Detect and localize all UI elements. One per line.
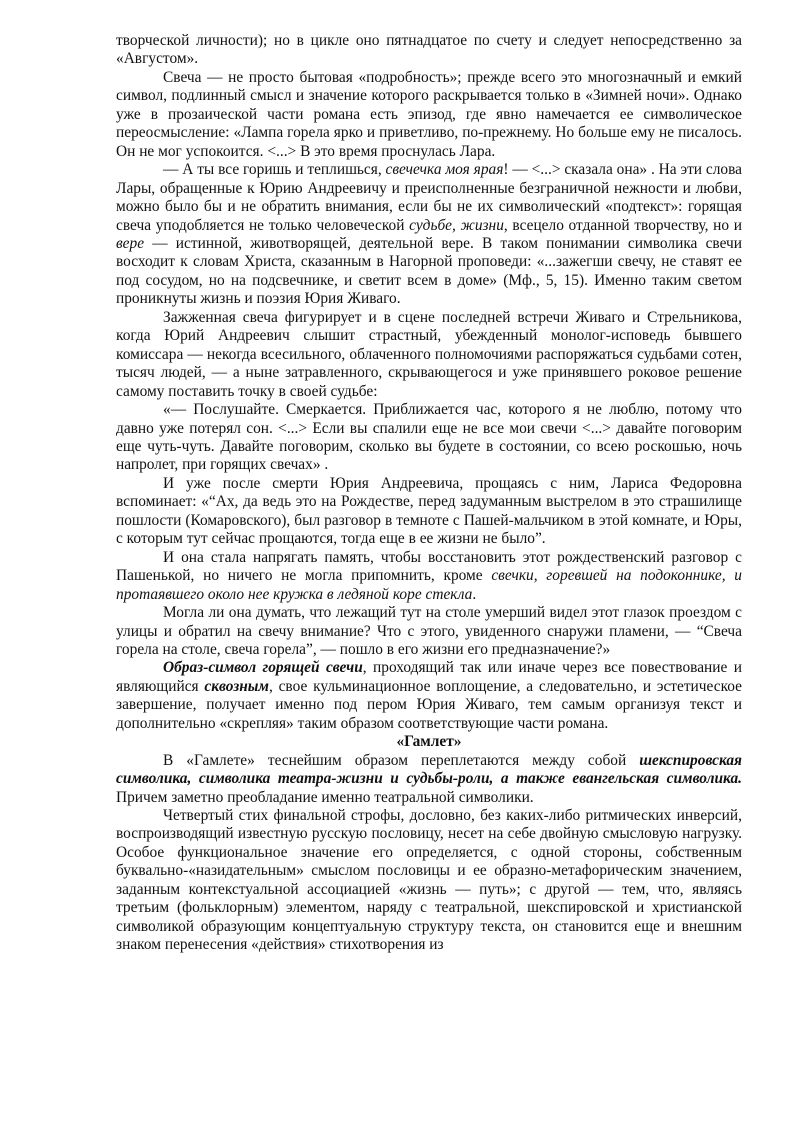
text-run: , всецело отданной творчеству, но и: [503, 216, 742, 234]
section-heading: «Гамлет»: [396, 733, 462, 751]
emphasis-text: шекспировская символика, символика театра-жизни и судьбы-роли, а также евангельская символика.: [116, 751, 742, 788]
paragraph: [116, 309, 742, 401]
text-run: , свое кульминационное воплощение, а следовательно, и эстетическое завершение, получает именно под пером Юрия Живаго, тем самым организуя текст и дополнительно «скрепляя» таким образом соответствующие части романа.: [116, 677, 742, 732]
text-run: В «Гамлете» теснейшим образом переплетаются между собой: [163, 751, 640, 769]
text-run: Причем заметно преобладание именно театральной символики.: [116, 788, 534, 806]
paragraph: [116, 659, 742, 733]
text-run: Свеча — не просто бытовая «подробность»; прежде всего это многозначный и емкий символ, подлинный смысл и значение которого раскрывается только в «Зимней ночи». Однако уже в прозаической части романа есть эпизод, где явно намечается ее символическое переосмысление: «Лампа горела ярко и приветливо, по-прежнему. Но больше ему не писалось. Он не мог успокоится. <...> В это время проснулась Лара.: [116, 68, 742, 160]
text-run: — А ты все горишь и теплишься,: [163, 161, 386, 179]
text-run: .: [472, 585, 477, 603]
body-part-1: [116, 32, 742, 733]
emphasis-text: свечечка моя яр: [385, 161, 489, 179]
document-page: [116, 32, 742, 955]
emphasis-text: вере: [116, 234, 145, 252]
emphasis-text: судьбе, жизни: [409, 216, 504, 234]
paragraph: [116, 69, 742, 161]
text-run: , проходящий так или иначе через все повествование и являющийся: [116, 659, 742, 695]
paragraph: [116, 401, 742, 475]
paragraph: [116, 549, 742, 604]
text-run: И уже после смерти Юрия Андреевича, прощаясь с ним, Лариса Федоровна вспоминает: «“Ах, да ведь это на Рождестве, перед задуманным выстрелом в это страшилище пошлости (Комаровского), был разговор в темноте с Пашей-мальчиком в этой комнате, и Юры, с которым тут сейчас прощаются, тогда еще в ее жизни не было”.: [116, 474, 742, 548]
text-run: Могла ли она думать, что лежащий тут на столе умерший видел этот глазок проездом с улицы и обратил на свечу внимание? Что с этого, увиденного снаружи пламени, — “Свеча горела на столе, свеча горела”, — пошло в его жизни его предназначение?»: [116, 604, 742, 658]
text-run: — истинной, животворящей, деятельной вере. В таком понимании символика свечи восходит к словам Христа, сказанным в Нагорной проповеди: «...зажегши свечу, не ставят ее под сосудом, но на подсвечнике, и светит всем в доме» (Мф., 5, 15). Именно таким светом проникнуты жизнь и поэзия Юрия Живаго.: [116, 234, 742, 308]
paragraph: [116, 807, 742, 955]
emphasis-text: ая: [488, 161, 504, 179]
paragraph: [116, 752, 742, 807]
paragraph: [116, 604, 742, 659]
text-run: Четвертый стих финальной строфы, дословно, без каких-либо ритмических инверсий, воспроизводящий известную русскую пословицу, несет на себе двойную смысловую нагрузку. Особое функциональное значение его определяется, с одной стороны, собственным буквально-«назидательным» смыслом пословицы и ее образно-метафорическим значением, заданным контекстуальной ассоциацией «жизнь — путь»; с другой — тем, что, являясь третьим (фольклорным) элементом, наряду с театральной, шекспировской и христианской символикой образующим концептуальную структуру текста, он становится еще и внешним знаком перенесения «действия» стихотворения из: [116, 807, 742, 954]
text-run: «— Послушайте. Смеркается. Приближается час, которого я не люблю, потому что давно уже потерял сон. <...> Если вы спалили еще не все мои свечи <...> давайте поговорим еще чуть-чуть. Давайте поговорим, сколько вы будете в состоянии, со всею роскошью, ночь напролет, при горящих свечах» .: [116, 401, 742, 474]
text-run: ! — <...> сказала она» . На эти слова Лары, обращенные к Юрию Андреевичу и преисполненные безграничной нежности и любви, можно было бы и не обратить внимания, если бы не их символический «подтекст»: горящая свеча уподобляется не только человеческой: [116, 161, 742, 234]
paragraph: [116, 32, 742, 69]
text-run: И она стала напрягать память, чтобы восстановить этот рождественский разговор с Пашенькой, но ничего не могла припомнить, кроме: [116, 548, 742, 585]
paragraph: [116, 161, 742, 309]
text-run: творческой личности); но в цикле оно пятнадцатое по счету и следует непосредственно за «Августом».: [116, 32, 742, 68]
emphasis-text: Образ-символ горящей свечи: [163, 659, 363, 677]
paragraph: [116, 475, 742, 549]
text-run: Зажженная свеча фигурирует и в сцене последней встречи Живаго и Стрельникова, когда Юрий Андреевич слышит страстный, убежденный монолог-исповедь бывшего комиссара — некогда всесильного, облаченного полномочиями распоряжаться судьбами сотен, тысяч людей, — а ныне затравленного, скрывающегося и уже принявшего роковое решение самому поставить точку в своей судьбе:: [116, 308, 742, 400]
emphasis-text: свечки, горевшей на подоконнике, и протаявшего около нее кружка в ледяной коре стекла: [116, 567, 742, 603]
emphasis-text: сквозным: [204, 677, 269, 695]
body-part-2: [116, 752, 742, 955]
